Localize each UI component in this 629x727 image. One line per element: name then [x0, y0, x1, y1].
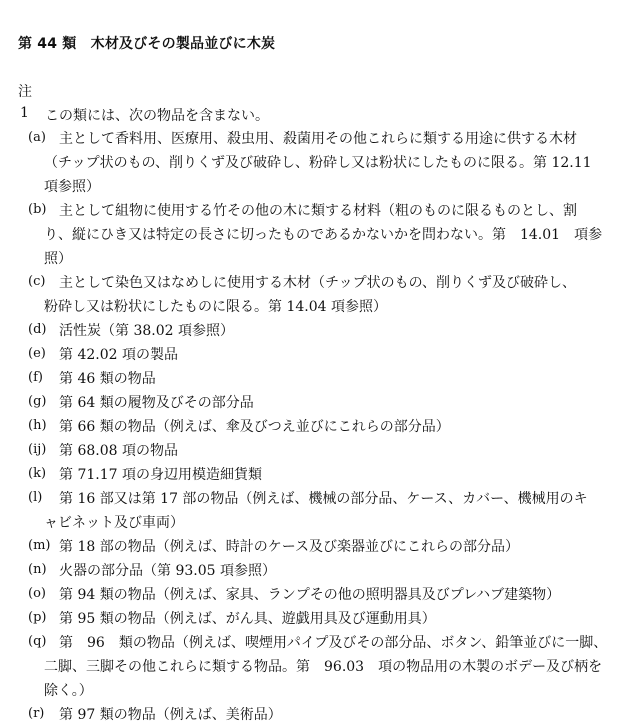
item-label: (p) [28, 610, 47, 625]
item-text-line: 第 16 部又は第 17 部の物品（例えば、機械の部分品、ケース、カバー、機械用のキ [59, 491, 588, 507]
item-text-line: 第 46 類の物品 [59, 371, 156, 387]
note-heading: 注 [18, 84, 32, 100]
item-text-line: 主として香料用、医療用、殺虫用、殺菌用その他これらに類する用途に供する木材 [59, 131, 577, 147]
item-label: (g) [28, 394, 47, 409]
item-text-line: 第 68.08 項の物品 [59, 443, 178, 459]
item-text-line: 第 42.02 項の製品 [59, 347, 178, 363]
item-text-line: （チップ状のもの、削りくず及び破砕し、粉砕し又は粉状にしたものに限る。第 12.11 [44, 155, 592, 171]
item-text-line: 主として染色又はなめしに使用する木材（チップ状のもの、削りくず及び破砕し、 [59, 275, 577, 291]
item-text-line: 第 95 類の物品（例えば、がん具、遊戯用具及び運動用具） [59, 611, 436, 627]
item-label: (m) [28, 538, 51, 553]
item-label: (q) [28, 634, 47, 649]
item-text-line: り、縦にひき又は特定の長さに切ったものであるかないかを問わない。第 14.01 項参 [44, 227, 603, 243]
item-label: (a) [28, 130, 46, 145]
item-label: (ij) [28, 442, 47, 457]
item-text-line: 第 66 類の物品（例えば、傘及びつえ並びにこれらの部分品） [59, 419, 450, 435]
item-label: (o) [28, 586, 46, 601]
item-label: (d) [28, 322, 47, 337]
item-label: (f) [28, 370, 43, 385]
item-label: (e) [28, 346, 46, 361]
item-text-line: 照） [44, 251, 72, 267]
item-label: (h) [28, 418, 47, 433]
item-text-line: 第 71.17 項の身辺用模造細貨類 [59, 467, 262, 483]
item-text-line: 第 94 類の物品（例えば、家具、ランプその他の照明器具及びプレハブ建築物） [59, 587, 561, 603]
item-text-line: 二脚、三脚その他これらに類する物品。第 96.03 項の物品用の木製のボデー及び柄を [44, 659, 603, 675]
item-label: (b) [28, 202, 47, 217]
note-number: 1 [20, 105, 29, 121]
item-text-line: 火器の部分品（第 93.05 項参照） [59, 563, 276, 579]
item-text-line: 第 18 部の物品（例えば、時計のケース及び楽器並びにこれらの部分品） [59, 539, 520, 555]
item-text-line: 主として組物に使用する竹その他の木に類する材料（粗のものに限るものとし、割 [59, 203, 577, 219]
item-text-line: ャビネット及び車両） [44, 515, 184, 531]
item-text-line: 第 96 類の物品（例えば、喫煙用パイプ及びその部分品、ボタン、鉛筆並びに一脚、 [59, 635, 608, 651]
item-text-line: 活性炭（第 38.02 項参照） [59, 323, 234, 339]
item-label: (n) [28, 562, 47, 577]
item-text-line: 除く。） [44, 683, 93, 699]
note-intro: この類には、次の物品を含まない。 [45, 108, 269, 124]
item-label: (l) [28, 490, 43, 505]
item-text-line: 項参照） [44, 179, 100, 195]
item-text-line: 第 64 類の履物及びその部分品 [59, 395, 254, 411]
item-label: (r) [28, 706, 45, 721]
item-label: (k) [28, 466, 47, 481]
chapter-title: 第 44 類 木材及びその製品並びに木炭 [18, 36, 276, 52]
item-text-line: 粉砕し又は粉状にしたものに限る。第 14.04 項参照） [44, 299, 387, 315]
item-label: (c) [28, 274, 46, 289]
item-text-line: 第 97 類の物品（例えば、美術品） [59, 707, 282, 723]
